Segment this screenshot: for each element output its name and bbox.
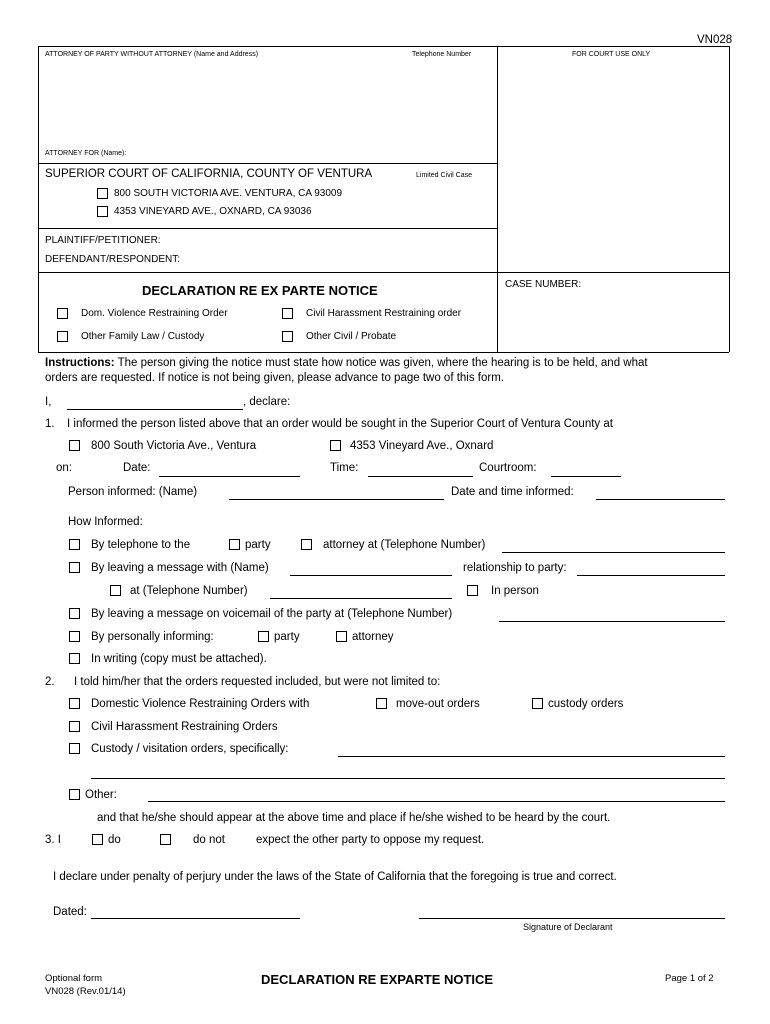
personally-label: By personally informing: [91,631,214,643]
do-label: do [108,834,121,846]
other-field[interactable] [148,801,725,802]
i-label: I, [45,396,52,408]
by-message-checkbox[interactable] [69,562,80,573]
footer-optional: Optional form [45,973,103,984]
footer-revision: VN028 (Rev.01/14) [45,986,126,997]
court-use-label: FOR COURT USE ONLY [572,51,651,58]
hearing-time-field[interactable] [368,476,473,477]
appear-text: and that he/she should appear at the above time and place if he/she wished to be heard by the court. [97,812,611,824]
footer-page: Page 1 of 2 [665,973,714,984]
attorney-label: ATTORNEY OF PARTY WITHOUT ATTORNEY (Name and Address) [45,51,259,58]
person-informed-field[interactable] [229,499,444,500]
do-not-checkbox[interactable] [160,834,171,845]
courtroom-field[interactable] [551,476,621,477]
attorney-tel-field[interactable] [502,552,725,553]
how-informed-label: How Informed: [68,516,143,528]
do-not-label: do not [193,834,225,846]
personally-party-checkbox[interactable] [258,631,269,642]
ch-label: Civil Harassment Restraining order [306,308,462,319]
dv-checkbox[interactable] [57,308,68,319]
custody-visitation-label: Custody / visitation orders, specifically: [91,743,289,755]
instructions-label: Instructions: [45,357,115,369]
by-telephone-checkbox[interactable] [69,539,80,550]
by-telephone-label: By telephone to the [91,539,191,551]
attorney-for-label: ATTORNEY FOR (Name): [45,150,127,157]
message-name-field[interactable] [290,575,452,576]
by-message-label: By leaving a message with (Name) [91,562,269,574]
move-out-checkbox[interactable] [376,698,387,709]
message-tel-field[interactable] [270,598,452,599]
custody-specifics-field-2[interactable] [91,778,725,779]
address-ventura-checkbox[interactable] [97,188,108,199]
other-checkbox[interactable] [69,789,80,800]
plaintiff-label: PLAINTIFF/PETITIONER: [45,235,161,246]
footer-title: DECLARATION RE EXPARTE NOTICE [261,972,494,987]
personally-attorney-checkbox[interactable] [336,631,347,642]
date-label: Date: [123,462,151,474]
section-1-text: I informed the person listed above that an order would be sought in the Superior Court of Ventura County at [67,418,613,430]
civil-probate-checkbox[interactable] [282,331,293,342]
expect-text: expect the other party to oppose my request. [256,834,485,846]
section-3-number: 3. I [45,834,61,846]
ch-checkbox[interactable] [282,308,293,319]
in-person-checkbox[interactable] [467,585,478,596]
personally-checkbox[interactable] [69,631,80,642]
case-number-label: CASE NUMBER: [505,279,582,290]
at-tel-label: at (Telephone Number) [130,585,248,597]
voicemail-checkbox[interactable] [69,608,80,619]
on-label: on: [56,462,72,474]
declare-label: , declare: [243,396,291,408]
custody-visitation-checkbox[interactable] [69,743,80,754]
dated-field[interactable] [91,918,300,919]
address-oxnard: 4353 VINEYARD AVE., OXNARD, CA 93036 [114,206,312,217]
date-time-informed-field[interactable] [596,499,725,500]
personally-attorney-label: attorney [352,631,394,643]
hearing-date-field[interactable] [159,476,300,477]
time-label: Time: [330,462,359,474]
instructions-line2: orders are requested. If notice is not being given, please advance to page two of this form. [45,372,504,384]
family-law-checkbox[interactable] [57,331,68,342]
form-title: DECLARATION RE EX PARTE NOTICE [142,283,378,298]
defendant-label: DEFENDANT/RESPONDENT: [45,254,181,265]
address-ventura: 800 SOUTH VICTORIA AVE. VENTURA, CA 93009 [114,188,343,199]
penalty-statement: I declare under penalty of perjury under the laws of the State of California that the foregoing is true and correct. [53,871,617,883]
telephone-party-label: party [245,539,271,551]
courtroom-label: Courtroom: [479,462,537,474]
custody-specifics-field-1[interactable] [338,756,725,757]
section-2-number: 2. [45,676,55,688]
declarant-name-field[interactable] [67,409,243,410]
dv-label: Dom. Violence Restraining Order [81,308,228,319]
ventura-location-checkbox[interactable] [69,440,80,451]
ch-orders-label: Civil Harassment Restraining Orders [91,721,278,733]
dv-orders-label: Domestic Violence Restraining Orders with [91,698,310,710]
ch-orders-checkbox[interactable] [69,721,80,732]
section-2-text: I told him/her that the orders requested included, but were not limited to: [74,676,441,688]
section-1-number: 1. [45,418,55,430]
oxnard-location-label: 4353 Vineyard Ave., Oxnard [350,440,494,452]
signature-label: Signature of Declarant [523,922,613,932]
personally-party-label: party [274,631,300,643]
do-checkbox[interactable] [92,834,103,845]
in-writing-checkbox[interactable] [69,653,80,664]
move-out-label: move-out orders [396,698,480,710]
at-tel-checkbox[interactable] [110,585,121,596]
civil-probate-label: Other Civil / Probate [306,331,397,342]
attorney-at-tel-label: attorney at (Telephone Number) [323,539,486,551]
voicemail-tel-field[interactable] [499,621,725,622]
date-time-informed-label: Date and time informed: [451,486,574,498]
telephone-party-checkbox[interactable] [229,539,240,550]
address-oxnard-checkbox[interactable] [97,206,108,217]
signature-field[interactable] [419,918,725,919]
limited-civil-label: Limited Civil Case [416,172,473,179]
telephone-label: Telephone Number [412,51,472,58]
custody-orders-checkbox[interactable] [532,698,543,709]
court-name: SUPERIOR COURT OF CALIFORNIA, COUNTY OF VENTURA [45,168,373,180]
voicemail-label: By leaving a message on voicemail of the party at (Telephone Number) [91,608,453,620]
custody-orders-label: custody orders [548,698,624,710]
telephone-attorney-checkbox[interactable] [301,539,312,550]
ventura-location-label: 800 South Victoria Ave., Ventura [91,440,257,452]
family-law-label: Other Family Law / Custody [81,331,205,342]
in-writing-label: In writing (copy must be attached). [91,653,267,665]
relationship-label: relationship to party: [463,562,567,574]
instructions-line1: The person giving the notice must state how notice was given, where the hearing is to be held, and what [114,357,648,369]
in-person-label: In person [491,585,539,597]
person-informed-label: Person informed: (Name) [68,486,198,498]
other-label: Other: [85,789,117,801]
dv-orders-checkbox[interactable] [69,698,80,709]
dated-label: Dated: [53,906,87,918]
oxnard-location-checkbox[interactable] [330,440,341,451]
form-code: VN028 [697,34,733,46]
relationship-field[interactable] [577,575,725,576]
instructions [45,357,648,369]
